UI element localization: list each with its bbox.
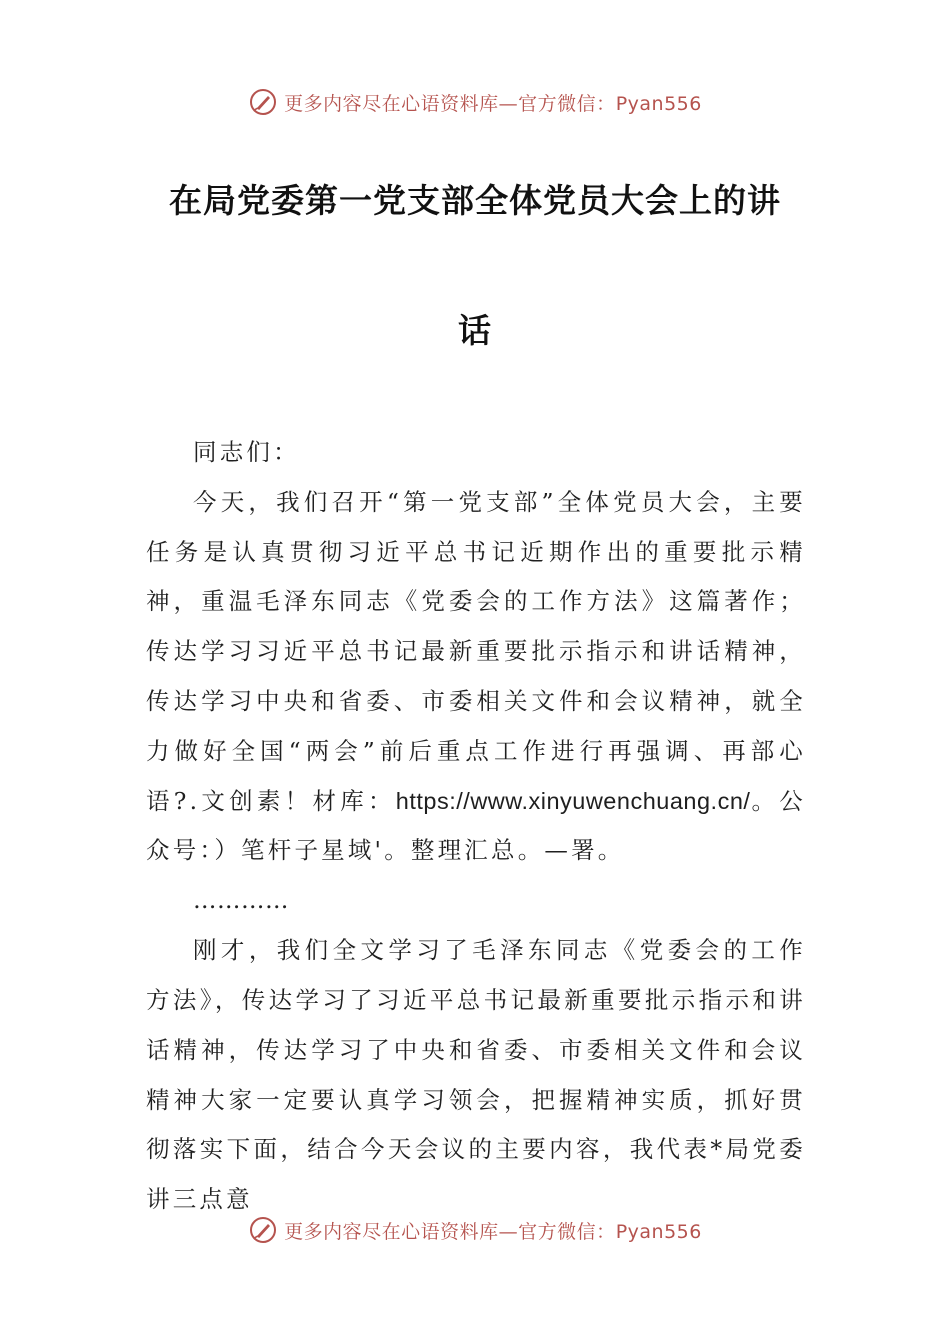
pen-logo-icon [248, 1215, 278, 1245]
ellipsis: ………… [193, 886, 289, 915]
pen-logo-icon [248, 87, 278, 117]
title-line-2: 话 [458, 311, 492, 350]
paragraph-1: 今天，我们召开“第一党支部”全体党员大会，主要任务是认真贯彻习近平总书记近期作出的重要批示精神，重温毛泽东同志《党委会的工作方法》这篇著作；传达学习习近平总书记最新重要批示指示和讲话精神，传达学习中央和省委、市委相关文件和会议精神，就全力做好全国“两会”前后重点工作进行再强调、再部心语?.文创素！材库：https://www.xinyuwenchuang.cn/。公众号：）笔杆子星域'。整理汇总。—署。 [146, 487, 806, 865]
document-title [150, 168, 800, 428]
paragraph-2: 刚才，我们全文学习了毛泽东同志《党委会的工作方法》，传达学习了习近平总书记最新重要批示指示和讲话精神，传达学习了中央和省委、市委相关文件和会议精神大家一定要认真学习领会，把握精神实质，抓好贯彻落实下面，结合今天会议的主要内容，我代表*局党委讲三点意 [146, 936, 806, 1214]
title-line-1: 在局党委第一党支部全体党员大会上的讲 [169, 181, 781, 220]
header-watermark-banner [0, 82, 950, 122]
footer-watermark-banner [0, 1210, 950, 1250]
banner-text: 更多内容尽在心语资料库—官方微信：Pyan556 [284, 1220, 702, 1243]
url-text: https://www.xinyuwenchuang.cn/ [395, 787, 751, 814]
document-body [146, 428, 806, 1225]
greeting: 同志们： [193, 438, 300, 466]
banner-text: 更多内容尽在心语资料库—官方微信：Pyan556 [284, 92, 702, 115]
